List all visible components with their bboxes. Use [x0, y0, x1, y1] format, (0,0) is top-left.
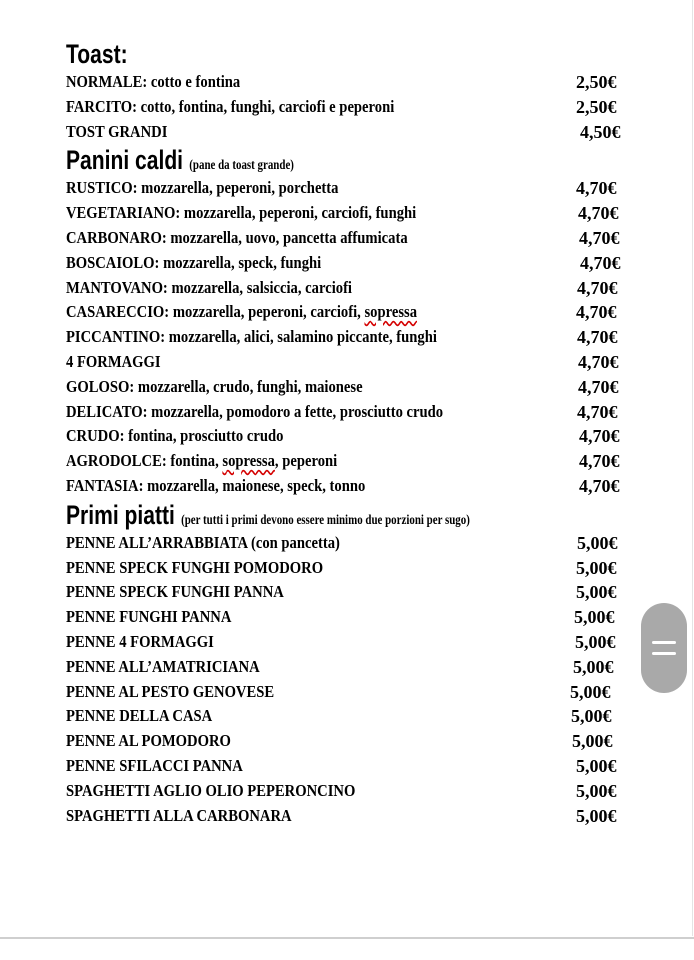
menu-item: FARCITO: cotto, fontina, funghi, carciofi e peperoni 2,50€ [66, 96, 617, 117]
page-divider [0, 937, 694, 939]
menu-item: DELICATO: mozzarella, pomodoro a fette, prosciutto crudo 4,70€ [66, 401, 618, 422]
menu-content [66, 38, 646, 828]
menu-item: PENNE 4 FORMAGGI 5,00€ [66, 631, 616, 652]
menu-item: AGRODOLCE: fontina, sopressa, peperoni 4,70€ [66, 451, 620, 472]
menu-item: PENNE AL POMODORO 5,00€ [66, 731, 613, 752]
menu-item: NORMALE: cotto e fontina 2,50€ [66, 72, 617, 92]
menu-item: SPAGHETTI AGLIO OLIO PEPERONCINO 5,00€ [66, 780, 617, 801]
menu-item: MANTOVANO: mozzarella, salsiccia, carciofi 4,70€ [66, 277, 618, 298]
menu-item: FANTASIA: mozzarella, maionese, speck, tonno 4,70€ [66, 475, 620, 496]
menu-item: PENNE AL PESTO GENOVESE 5,00€ [66, 681, 611, 702]
menu-item: TOST GRANDI 4,50€ [66, 121, 621, 142]
menu-item: PENNE SFILACCI PANNA 5,00€ [66, 755, 617, 776]
menu-item: PENNE ALL’AMATRICIANA 5,00€ [66, 656, 614, 677]
menu-item: BOSCAIOLO: mozzarella, speck, funghi 4,70€ [66, 252, 621, 273]
handle-line-top [652, 641, 676, 644]
menu-item: PENNE SPECK FUNGHI PANNA 5,00€ [66, 582, 617, 603]
section-title-primi-piatti: Primi piatti (per tutti i primi devono essere minimo due porzioni per sugo) [66, 499, 470, 530]
casareccio-desc: mozzarella, peperoni, carciofi, sopressa [169, 302, 418, 322]
menu-item: CASARECCIO: mozzarella, peperoni, carciofi, sopressa 4,70€ [66, 302, 617, 323]
menu-item: SPAGHETTI ALLA CARBONARA 5,00€ [66, 805, 617, 826]
menu-item: CRUDO: fontina, prosciutto crudo 4,70€ [66, 426, 620, 447]
menu-item: PICCANTINO: mozzarella, alici, salamino piccante, funghi 4,70€ [66, 327, 618, 348]
menu-item: PENNE SPECK FUNGHI POMODORO 5,00€ [66, 557, 617, 578]
menu-item: RUSTICO: mozzarella, peperoni, porchetta 4,70€ [66, 178, 617, 199]
menu-item: CARBONARO: mozzarella, uovo, pancetta affumicata 4,70€ [66, 227, 620, 248]
section-title-toast: Toast: [66, 39, 128, 69]
menu-item: 4 FORMAGGI 4,70€ [66, 351, 619, 372]
menu-item: PENNE ALL’ARRABBIATA (con pancetta) 5,00€ [66, 532, 618, 553]
menu-item: VEGETARIANO: mozzarella, peperoni, carciofi, funghi 4,70€ [66, 203, 619, 224]
handle-line-bottom [652, 652, 676, 655]
menu-item: GOLOSO: mozzarella, crudo, funghi, maionese 4,70€ [66, 376, 619, 397]
menu-item: PENNE DELLA CASA 5,00€ [66, 706, 612, 727]
menu-item: PENNE FUNGHI PANNA 5,00€ [66, 607, 615, 628]
spellcheck-underline: sopressa [222, 451, 275, 471]
spellcheck-underline: sopressa [364, 302, 418, 322]
drag-handle-icon[interactable] [641, 603, 687, 693]
section-title-panini-caldi: Panini caldi (pane da toast grande) [66, 145, 294, 176]
